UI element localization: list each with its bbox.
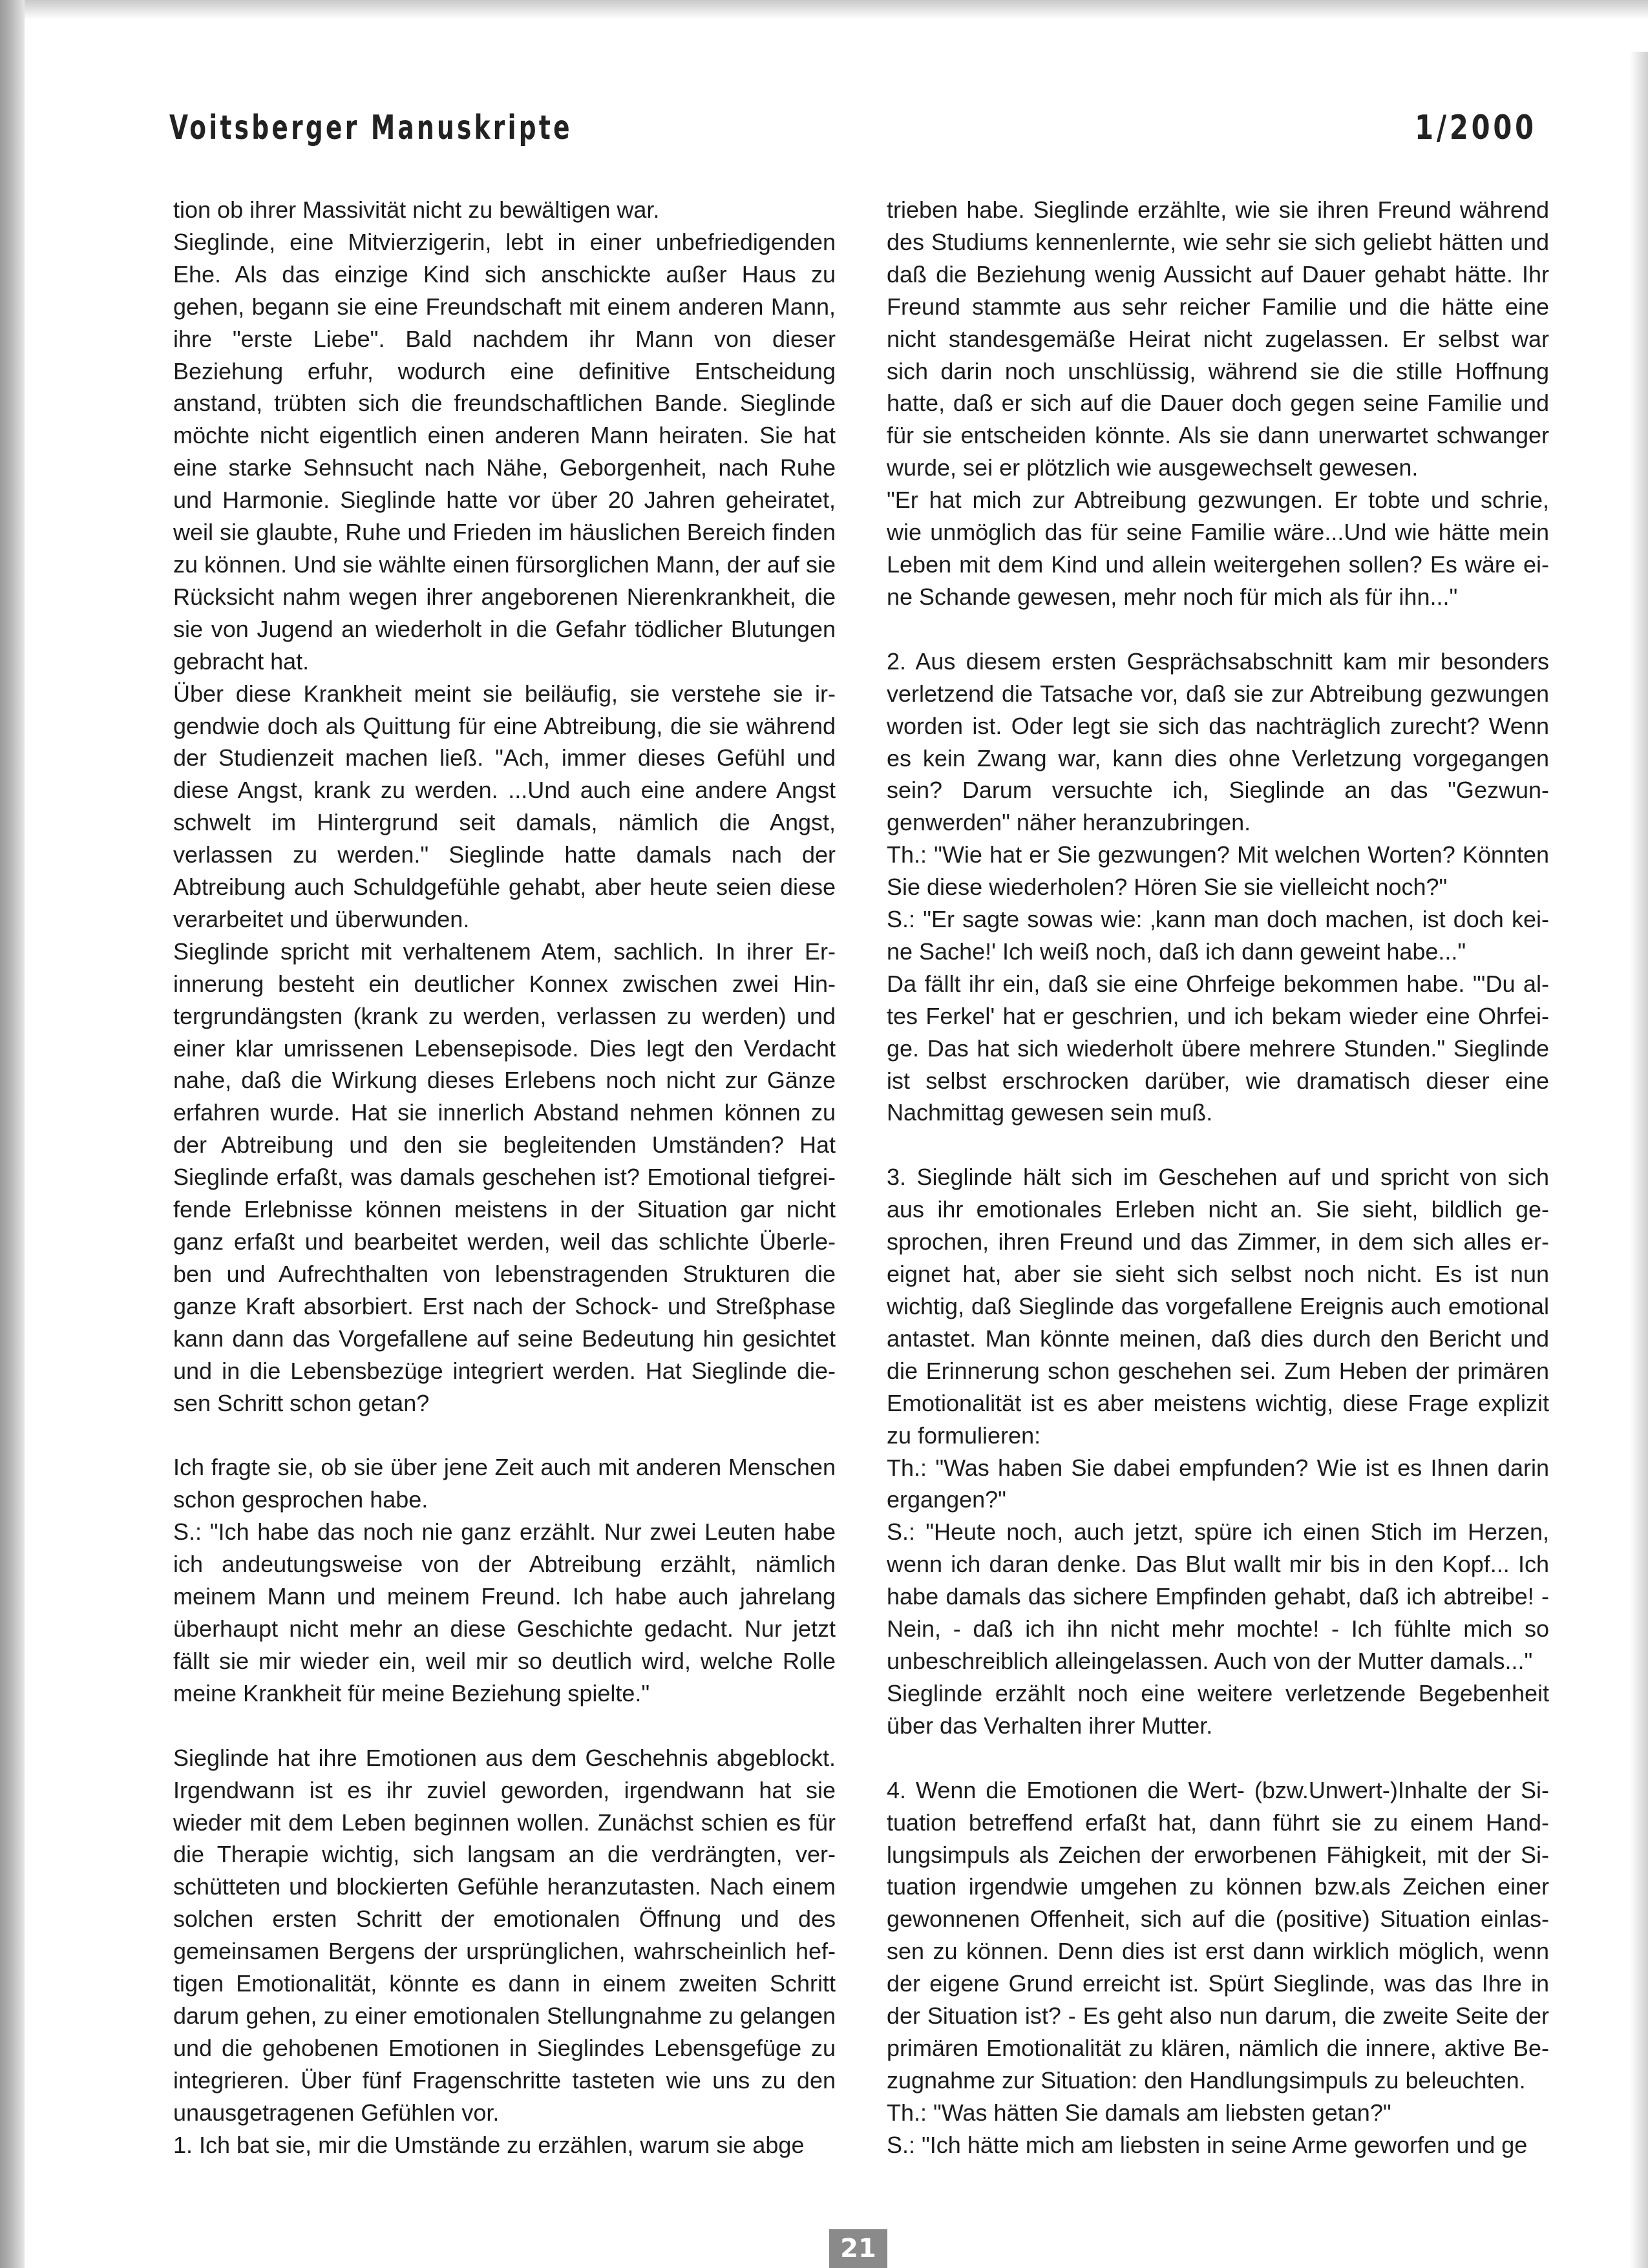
issue-number: 1/2000 [1415, 109, 1537, 147]
page-number: 21 [829, 2229, 887, 2268]
paragraph: Sieglinde hat ihre Emotionen aus dem Geschehnis abgeblockt. Irgendwann ist es ihr zuviel geworden, irgendwann hat sie wieder mit dem Leben beginnen wollen. Zunächst schien es für die Therapie wichtig, sich langsam an die verdrängten, verschütteten und blockierten Gefühle heranzutasten. Nach einem solchen ersten Schritt der emotionalen Öffnung und des gemeinsamen Bergens der ursprünglichen, wahrscheinlich heftigen Emotionalität, könnte es dann in einem zweiten Schritt darum gehen, zu einer emotionalen Stellungnahme zu gelangen und die gehobenen Emotionen in Sieglindes Lebensgefüge zu integrieren. Über fünf Fragenschritte tasteten wie uns zu den unausgetragenen Gefühlen vor. [173, 1744, 836, 2126]
paragraph: S.: "Heute noch, auch jetzt, spüre ich einen Stich im Herzen, wenn ich daran denke. Das Blut wallt mir bis in den Kopf... Ich habe damals das sichere Empfinden gehabt, daß ich abtreibe! - Nein, - daß ich ihn nicht mehr mochte! - Ich fühlte mich so unbeschreiblich alleingelassen. Auch von der Mutter damals..." [887, 1518, 1549, 1674]
left-column [173, 194, 836, 2161]
paragraph: Sieglinde, eine Mitvierzigerin, lebt in einer unbefriedigenden Ehe. Als das einzige Kind sich anschickte außer Haus zu gehen, begann sie eine Freundschaft mit einem anderen Mann, ihre "erste Liebe". Bald nachdem ihr Mann von dieser Beziehung erfuhr, wodurch eine definitive Entscheidung anstand, trübten sich die freundschaftlichen Bande. Sieglinde möchte nicht eigentlich einen anderen Mann heiraten. Sie hat eine starke Sehnsucht nach Nähe, Geborgenheit, nach Ruhe und Harmonie. Sieglinde hatte vor über 20 Jahren geheiratet, weil sie glaubte, Ruhe und Frieden im häuslichen Bereich finden zu können. Und sie wählte einen fürsorglichen Mann, der auf sie Rücksicht nahm wegen ihrer angeborenen Nierenkrankheit, die sie von Jugend an wiederholt in die Gefahr tödlicher Blutungen gebracht hat. [173, 228, 836, 675]
paragraph: Th.: "Wie hat er Sie gezwungen? Mit welchen Worten? Könnten Sie diese wiederholen? Hören Sie sie vielleicht noch?" [887, 841, 1549, 901]
paragraph: tion ob ihrer Massivität nicht zu bewältigen war. [173, 196, 660, 223]
paragraph: Sieglinde erzählt noch eine weitere verletzende Begebenheit über das Verhalten ihrer Mutter. [887, 1679, 1549, 1739]
paragraph: 1. Ich bat sie, mir die Umstände zu erzählen, warum sie abge [173, 2131, 805, 2158]
paragraph: trieben habe. Sieglinde erzählte, wie sie ihren Freund während des Studiums kennenlernte, wie sehr sie sich geliebt hätten und daß die Beziehung wenig Aussicht auf Dauer gehabt hätte. Ihr Freund stammte aus sehr reicher Familie und die hätte eine nicht standesgemäße Heirat nicht zugelassen. Er selbst war sich darin noch unschlüssig, während sie die stille Hoffnung hatte, daß er sich auf die Dauer doch gegen seine Familie und für sie entscheiden könnte. Als sie dann unerwartet schwanger wurde, sei er plötzlich wie ausgewechselt gewesen. [887, 196, 1549, 481]
paragraph: S.: "Ich habe das noch nie ganz erzählt. Nur zwei Leuten habe ich andeutungsweise von der Abtreibung erzählt, nämlich meinem Mann und meinem Freund. Ich habe auch jahrelang überhaupt nicht mehr an diese Geschichte gedacht. Nur jetzt fällt sie mir wieder ein, weil mir so deutlich wird, welche Rolle meine Krankheit für meine Beziehung spielte." [173, 1518, 836, 1706]
paragraph: Über diese Krankheit meint sie beiläufig, sie verstehe sie irgendwie doch als Quittung für eine Abtreibung, die sie während der Studienzeit machen ließ. "Ach, immer dieses Gefühl und diese Angst, krank zu werden. ...Und auch eine andere Angst schwelt im Hintergrund seit damals, nämlich die Angst, verlassen zu werden." Sieglinde hatte damals nach der Abtreibung auch Schuldgefühle gehabt, aber heute seien diese verarbeitet und überwunden. [173, 680, 836, 932]
paragraph: 3. Sieglinde hält sich im Geschehen auf und spricht von sich aus ihr emotionales Erleben nicht an. Sie sieht, bildlich gesprochen, ihren Freund und das Zimmer, in dem sich alles ereignet hat, aber sie sieht sich selbst noch nicht. Es ist nun wichtig, daß Sieglinde das vorgefallene Ereignis auch emotional antastet. Man könnte meinen, daß dies durch den Bericht und die Erinnerung schon geschehen sei. Zum Heben der primären Emotionalität ist es aber meistens wichtig, diese Frage explizit zu formulieren: [887, 1164, 1549, 1449]
scan-edge-left [0, 0, 25, 2268]
paragraph: Th.: "Was haben Sie dabei empfunden? Wie ist es Ihnen darin ergangen?" [887, 1454, 1549, 1513]
journal-title: Voitsberger Manuskripte [169, 109, 573, 147]
page-header [169, 109, 1537, 154]
paragraph: S.: "Er sagte sowas wie: ‚kann man doch machen, ist doch keine Sache!' Ich weiß noch, daß ich dann geweint habe..." [887, 906, 1549, 965]
paragraph: Th.: "Was hätten Sie damals am liebsten getan?" [887, 2099, 1391, 2126]
paragraph: Da fällt ihr ein, daß sie eine Ohrfeige bekommen habe. "'Du altes Ferkel' hat er geschrien, und ich bekam wieder eine Ohrfeige. Das hat sich wiederholt übere mehrere Stunden." Sieglinde ist selbst erschrocken darüber, wie dramatisch dieser eine Nachmittag gewesen sein muß. [887, 970, 1549, 1126]
right-column [887, 194, 1549, 2161]
scan-edge-right [1630, 52, 1648, 2268]
paragraph: "Er hat mich zur Abtreibung gezwungen. Er tobte und schrie, wie unmöglich das für seine Familie wäre...Und wie hätte mein Leben mit dem Kind und allein weitergehen sollen? Es wäre eine Schande gewesen, mehr noch für mich als für ihn..." [887, 487, 1549, 610]
paragraph: Ich fragte sie, ob sie über jene Zeit auch mit anderen Menschen schon gesprochen habe. [173, 1454, 836, 1513]
paragraph: 2. Aus diesem ersten Gesprächsabschnitt kam mir besonders verletzend die Tatsache vor, daß sie zur Abtreibung gezwungen worden ist. Oder legt sie sich das nachträglich zurecht? Wenn es kein Zwang war, kann dies ohne Verletzung vorgegangen sein? Darum versuchte ich, Sieglinde an das "Gezwungenwerden" näher heranzubringen. [887, 647, 1549, 836]
paragraph: S.: "Ich hätte mich am liebsten in seine Arme geworfen und ge [887, 2131, 1528, 2158]
scan-edge-top [0, 0, 1648, 19]
paragraph: 4. Wenn die Emotionen die Wert- (bzw.Unwert-)Inhalte der Situation betreffend erfaßt hat, dann führt sie zu einem Handlungsimpuls als Zeichen der erworbenen Fähigkeit, mit der Situation irgendwie umgehen zu können bzw.als Zeichen einer gewonnenen Offenheit, sich auf die (positive) Situation einlassen zu können. Denn dies ist erst dann wirklich möglich, wenn der eigene Grund erreicht ist. Spürt Sieglinde, was das Ihre in der Situation ist? - Es geht also nun darum, die zweite Seite der primären Emotionalität zu klären, nämlich die innere, aktive Bezugnahme zur Situation: den Handlungsimpuls zu beleuchten. [887, 1776, 1549, 2094]
paragraph: Sieglinde spricht mit verhaltenem Atem, sachlich. In ihrer Erinnerung besteht ein deutlicher Konnex zwischen zwei Hintergrundängsten (krank zu werden, verlassen zu werden) und einer klar umrissenen Lebensepisode. Dies legt den Verdacht nahe, daß die Wirkung dieses Erlebens noch nicht zur Gänze erfahren wurde. Hat sie innerlich Abstand nehmen können zu der Abtreibung und den sie begleitenden Umständen? Hat Sieglinde erfaßt, was damals geschehen ist? Emotional tiefgreifende Erlebnisse können meistens in der Situation gar nicht ganz erfaßt und bearbeitet werden, weil das schlichte Überleben und Aufrechthalten von lebenstragenden Strukturen die ganze Kraft absorbiert. Erst nach der Schock- und Streßphase kann dann das Vorgefallene auf seine Bedeutung hin gesichtet und in die Lebensbezüge integriert werden. Hat Sieglinde diesen Schritt schon getan? [173, 938, 836, 1416]
